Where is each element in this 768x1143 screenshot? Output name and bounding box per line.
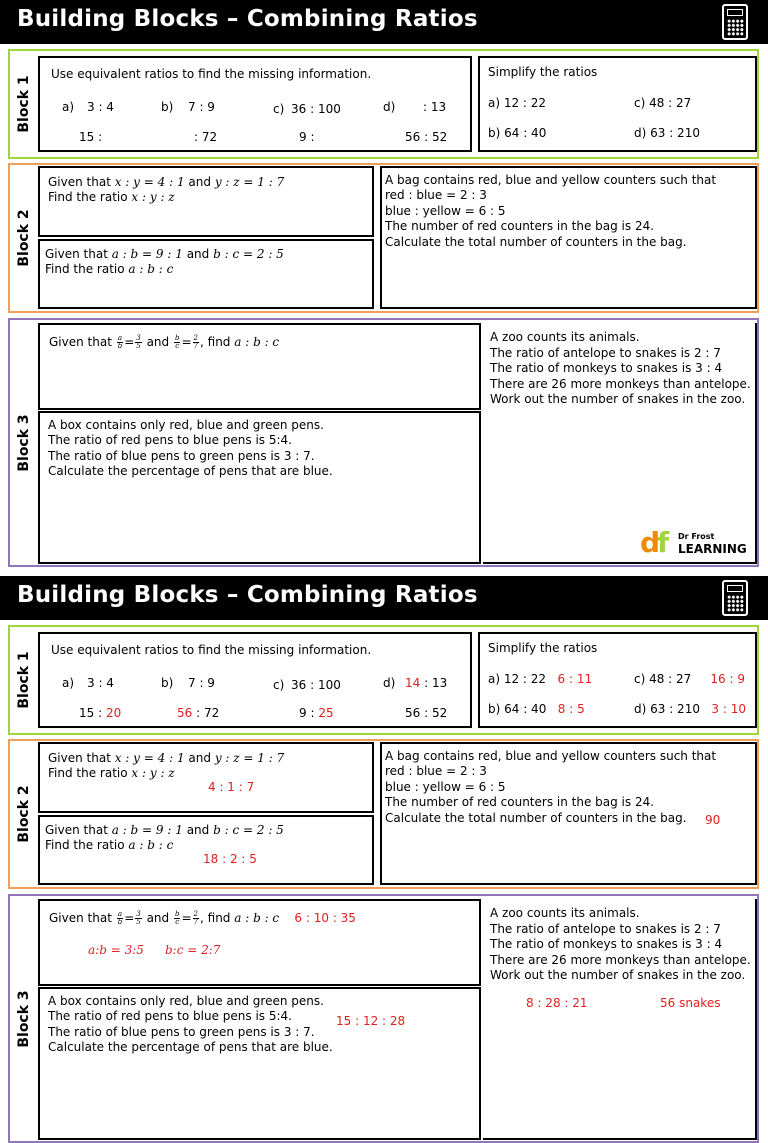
- page-title-answers: Building Blocks – Combining Ratios: [17, 582, 478, 608]
- dr-frost-logo: df Dr Frost LEARNING: [640, 526, 747, 559]
- pens-box: A box contains only red, blue and green pens. The ratio of red pens to blue pens is 5:4. The ratio of blue pens to green pens is 3 : 7. Calculate the percentage of pens that are blue.: [38, 411, 481, 564]
- xyz-ratio-box: Given that x : y = 4 : 1 and y : z = 1 : 7 Find the ratio x : y : z: [38, 166, 374, 237]
- title-bar: [0, 0, 768, 44]
- zoo-box: A zoo counts its animals. The ratio of antelope to snakes is 2 : 7 The ratio of monkeys to snakes is 3 : 4 There are 26 more monkeys than antelope. Work out the number of snakes in the zoo.: [483, 323, 757, 564]
- block-1-answers: Block 1 Use equivalent ratios to find the missing information. a) 3 : 4 15 : 20 b) 7 : 9 56 : 72 c) 36 : 100 9 : 25 d) 14 : 13 56 : 52 Simplify the ratios a) 12 : 22 6 : 11 c) 48 : 27 16 : 9 b) 64 : 40 8 : 5 d) 63 : 210 3 : 10: [8, 625, 759, 735]
- answer-c: 25: [318, 706, 334, 720]
- answer-zoo: 56 snakes: [660, 996, 721, 1010]
- calculator-icon: [722, 580, 748, 616]
- answer-frac: 6 : 10 : 35: [294, 911, 356, 925]
- answer-abc: 18 : 2 : 5: [203, 852, 257, 866]
- block-2-answers: Block 2 Given that x : y = 4 : 1 and y : z = 1 : 7 Find the ratio x : y : z 4 : 1 : 7 Given that a : b = 9 : 1 and b : c = 2 : 5 Find the ratio a : b : c 18 : 2 : 5 A bag contains red, blue and yellow counters such that red : blue = 2 : 3 blue : yellow = 6 : 5 The number of red counters in the bag is 24. Calculate the total number of counters in the bag. 90: [8, 739, 759, 889]
- answer-xyz: 4 : 1 : 7: [208, 780, 255, 794]
- simplify-answer-box: Simplify the ratios a) 12 : 22 6 : 11 c) 48 : 27 16 : 9 b) 64 : 40 8 : 5 d) 63 : 210 3 : 10: [478, 632, 757, 728]
- page-title: Building Blocks – Combining Ratios: [17, 6, 478, 32]
- worksheet-page-answers: [0, 576, 768, 1054]
- simplify-box: Simplify the ratios a) 12 : 22 c) 48 : 27 b) 64 : 40 d) 63 : 210: [478, 56, 757, 152]
- instruction-text: Use equivalent ratios to find the missing information.: [51, 67, 372, 81]
- abc-ratio-box: Given that a : b = 9 : 1 and b : c = 2 : 5 Find the ratio a : b : c: [38, 239, 374, 309]
- answer-bag: 90: [705, 813, 721, 827]
- fraction-ratio-box: Given that $\frac{a}{b}$ = $\frac{3}{5}$ and $\frac{b}{c}$ = $\frac{2}{7}$ , find a : b : c: [38, 323, 481, 410]
- block-1: [8, 49, 759, 159]
- equivalent-ratios-box: Use equivalent ratios to find the missing information. a) 3 : 4 15 : b) 7 : 9 : 72 c) 36 : 100 9 : d) : 13 56 : 52: [38, 56, 472, 152]
- block-2-label: Block 2: [16, 209, 32, 267]
- answer-b: 56: [177, 706, 193, 720]
- block-3-label: Block 3: [16, 413, 32, 472]
- answer-d: 14: [405, 676, 421, 690]
- bag-counters-box: A bag contains red, blue and yellow counters such that red : blue = 2 : 3 blue : yellow = 6 : 5 The number of red counters in the bag is 24. Calculate the total number of counters in the bag.: [380, 166, 757, 309]
- block-3-answers: Block 3 Given that $\frac{a}{b}$ = $\frac{3}{5}$ and $\frac{b}{c}$ = $\frac{2}{7}$ , find a : b : c 6 : 10 : 35 a:b = 3:5 b:c = 2:7 A box contains only red, blue and green pens. The ratio of red pens to blue pens is 5:4. The ratio of blue pens to green pens is 3 : 7. Calculate the percentage of pens that are blue. 15 : 12 : 28 A zoo counts its animals. The ratio of antelope to snakes is 2 : 7 The ratio of monkeys to snakes is 3 : 4 There are 26 more monkeys than antelope. Work out the number of snakes in the zoo. 8 : 28 : 21 56 snakes: [8, 894, 759, 1143]
- title-bar-answers: [0, 576, 768, 620]
- equivalent-ratios-answer-box: Use equivalent ratios to find the missing information. a) 3 : 4 15 : 20 b) 7 : 9 56 : 72 c) 36 : 100 9 : 25 d) 14 : 13 56 : 52: [38, 632, 472, 728]
- calculator-icon: [722, 4, 748, 40]
- block-2: [8, 163, 759, 313]
- answer-pens: 15 : 12 : 28: [336, 1014, 406, 1028]
- answer-a: 20: [105, 706, 122, 720]
- block-1-label: Block 1: [16, 75, 32, 133]
